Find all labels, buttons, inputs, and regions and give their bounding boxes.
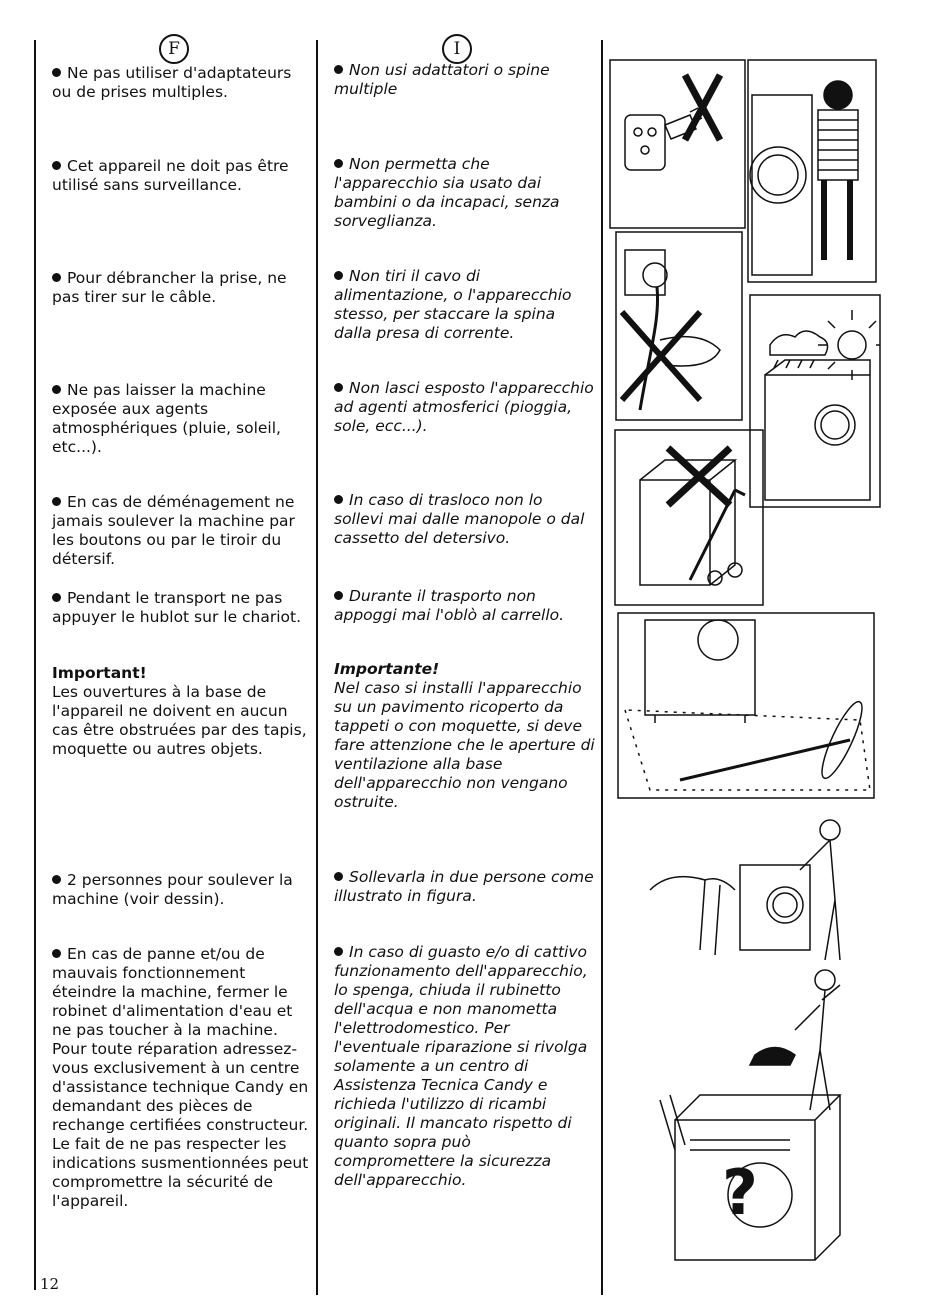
fr-important: Important! Les ouvertures à la base de l'appareil ne doivent en aucun cas être obstruées par des tapis, moquette ou autres objets. bbox=[52, 664, 314, 759]
it-two-persons: Sollevarla in due persone come illustrato in figura. bbox=[334, 868, 594, 905]
two-persons-lifting-illustration bbox=[650, 820, 840, 960]
it-breakdown: In caso di guasto e/o di cattivo funzionamento dell'apparecchio, lo spenga, chiuda il rubinetto dell'acqua e non manometta l'elettrodomestico. Per l'eventuale riparazione si rivolga solamente a un centro di Assistenza Tecnica Candy e richieda l'utilizzo di ricambi originali. Il mancato rispetto di quanto sopra può compromettere la sicurezza dell'apparecchio. bbox=[334, 943, 588, 1189]
child-supervision-illustration bbox=[748, 60, 876, 282]
unplug-cable-illustration bbox=[616, 232, 742, 420]
it-unplug: Non tiri il cavo di alimentazione, o l'apparecchio stesso, per staccare la spina dalla presa di corrente. bbox=[334, 267, 572, 342]
fr-weather: Ne pas laisser la machine exposée aux agents atmosphériques (pluie, soleil, etc...). bbox=[52, 381, 281, 456]
fr-two-persons: 2 personnes pour soulever la machine (voir dessin). bbox=[52, 871, 293, 908]
it-transport: Durante il trasporto non appoggi mai l'oblò al carrello. bbox=[334, 587, 565, 624]
it-multiple-plugs: Non usi adattatori o spine multiple bbox=[334, 61, 550, 98]
it-weather: Non lasci esposto l'apparecchio ad agenti atmosferici (pioggia, sole, ecc...). bbox=[334, 379, 594, 435]
carpet-ventilation-illustration bbox=[618, 613, 874, 798]
italian-language-badge: I bbox=[442, 34, 472, 64]
fr-moving: En cas de déménagement ne jamais soulever la machine par les boutons ou par le tiroir du détersif. bbox=[52, 493, 295, 568]
it-important-title: Importante! bbox=[334, 660, 440, 678]
fr-important-title: Important! bbox=[52, 664, 147, 682]
fr-unplug: Pour débrancher la prise, ne pas tirer sur le câble. bbox=[52, 269, 287, 306]
fr-multiple-plugs: Ne pas utiliser d'adaptateurs ou de prises multiples. bbox=[52, 64, 292, 101]
it-important: Importante! Nel caso si installi l'apparecchio su un pavimento ricoperto da tappeti o con moquette, si deve fare attenzione che le aperture di ventilazione alla base dell'apparecchio non vengano ostruite. bbox=[334, 660, 595, 811]
it-moving: In caso di trasloco non lo sollevi mai dalle manopole o dal cassetto del detersivo. bbox=[334, 491, 585, 547]
weather-exposure-illustration bbox=[750, 295, 880, 507]
french-language-badge: F bbox=[159, 34, 189, 64]
fr-breakdown: En cas de panne et/ou de mauvais fonctionnement éteindre la machine, fermer le robinet d'alimentation d'eau et ne pas toucher à la machine. Pour toute réparation adressez-vous exclusivement à un centre d'assistance technique Candy en demandant des pièces de rechange certifiées constructeur. Le fait de ne pas respecter les indications susmentionnées peut compromettre la sécurité de l'appareil. bbox=[52, 945, 309, 1210]
multi-plug-adapter-illustration bbox=[610, 60, 745, 228]
question-mark-icon: ? bbox=[722, 1156, 758, 1229]
it-supervision: Non permetta che l'apparecchio sia usato dai bambini o da incapaci, senza sorveglianza. bbox=[334, 155, 560, 230]
fr-supervision: Cet appareil ne doit pas être utilisé sans surveillance. bbox=[52, 157, 289, 194]
fr-transport: Pendant le transport ne pas appuyer le hublot sur le chariot. bbox=[52, 589, 302, 626]
moving-knobs-illustration bbox=[615, 430, 763, 605]
page-number: 12 bbox=[40, 1275, 60, 1293]
